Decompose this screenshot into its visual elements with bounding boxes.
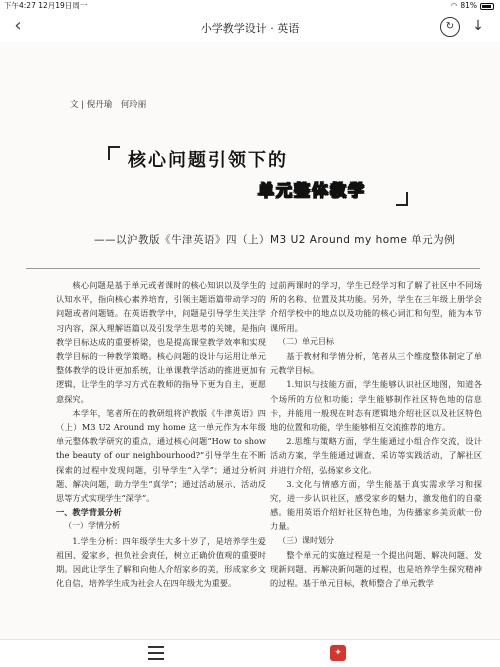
right-column	[270, 278, 482, 590]
nav-title: 小学教学设计 · 英语	[200, 22, 300, 35]
paragraph: 1.知识与技能方面，学生能够认识社区地图，知道各个场所的方位和功能；学生能够制作社区特色地的信息卡，并能用一般现在时态有逻辑地介绍社区以及社区特色地的位置和功能，学生能够相互交流推荐的地方。	[270, 379, 482, 433]
back-chevron-icon[interactable]: ‹	[14, 15, 22, 36]
divider-rule	[26, 268, 480, 269]
nav-bar	[0, 12, 500, 42]
battery-percent: 81%	[460, 1, 477, 10]
status-right	[451, 0, 494, 12]
battery-icon	[480, 3, 494, 10]
section-heading: （三）课时划分	[278, 535, 334, 545]
title-bracket-right	[396, 192, 408, 206]
paragraph: 核心问题是基于单元或者课时的核心知识以及学生的认知水平，指向核心素养培育，引领主题语篇带动学习的问题或者问题链。在英语教学中，问题是引导学生关注学习内容，深入理解语篇以及引发学生思考的关键，是指向教学目标达成的重要桥梁，也是提高课堂教学效率和实现教学目标的一种教学策略。核心问题的设计与运用让单元整体教学的设计更加系统，让单课教学活动的推进更加有逻辑，让学生的学习方式在教师的指导下更为自主，更愿意探究。	[56, 280, 266, 404]
download-icon[interactable]: ↓	[472, 18, 484, 34]
section-heading: 一、教学背景分析	[56, 507, 122, 518]
menu-icon[interactable]	[148, 646, 164, 660]
left-column	[56, 278, 266, 590]
share-icon[interactable]: ↻	[440, 17, 460, 37]
paragraph: 过前两课时的学习，学生已经学习和了解了社区中不同场所的名称、位置及其功能。另外，学生在三年级上册学会介绍学校中的地点以及功能的核心词汇和句型，能为本节课所用。	[270, 280, 482, 333]
wifi-icon: ◠	[450, 1, 458, 10]
app-badge-icon[interactable]: ✦	[330, 645, 346, 661]
paragraph: 本学年，笔者所在的教研组将沪教版《牛津英语》四（上）M3 U2 Around my home 这一单元作为本年级单元整体教学研究的重点，通过核心问题“How to show the beauty of our neighbourhood?”引导学生在不断探索的过程中发现问题，引导学生“入学”；通过分析问题、解决问题，助力学生“真学”；通过活动展示、活动反思等方式实现学生“深学”。	[56, 407, 266, 504]
title-line-1: 核心问题引领下的	[128, 150, 288, 171]
status-time-date: 下午4:27 12月19日周一	[4, 1, 88, 10]
paragraph: 3.文化与情感方面，学生能基于真实需求学习和探究，进一步认识社区，感受家乡的魅力，激发他们的自豪感。能用英语介绍好社区特色地，为传播家乡美贡献一份力量。	[270, 478, 482, 532]
document-page[interactable]	[0, 42, 500, 639]
paragraph: 1.学生分析：四年级学生大多十岁了，是培养学生爱祖国、爱家乡，担负社会责任，树立正确价值观的重要时期。因此让学生了解和向他人介绍家乡的美，形成家乡文化自信，培养学生成为社会人在四年级尤为重要。	[56, 535, 266, 589]
paragraph: 基于教材和学情分析，笔者从三个维度整体制定了单元教学目标。	[270, 351, 482, 376]
section-heading: （二）单元目标	[278, 336, 334, 346]
title-line-2: 单元整体教学	[258, 181, 367, 200]
bottom-toolbar	[0, 639, 500, 667]
article-title	[108, 142, 408, 212]
section-heading: （一）学情分析	[64, 521, 120, 531]
title-bracket-left	[108, 146, 120, 160]
paragraph: 整个单元的实施过程是一个提出问题、解决问题、发现新问题、再解决新问题的过程，也是培养学生探究精神的过程。基于单元目标，教师整合了单元教学	[270, 549, 482, 589]
article-byline: 文 | 倪丹瑜 何玲丽	[70, 100, 147, 110]
paragraph: 2.思维与策略方面，学生能通过小组合作交流，设计活动方案，学生能通过调查、采访等实践活动，了解社区并进行介绍，弘扬家乡文化。	[270, 436, 482, 475]
status-bar	[0, 0, 500, 12]
article-subtitle: ——以沪教版《牛津英语》四（上）M3 U2 Around my home 单元为例	[94, 234, 456, 246]
